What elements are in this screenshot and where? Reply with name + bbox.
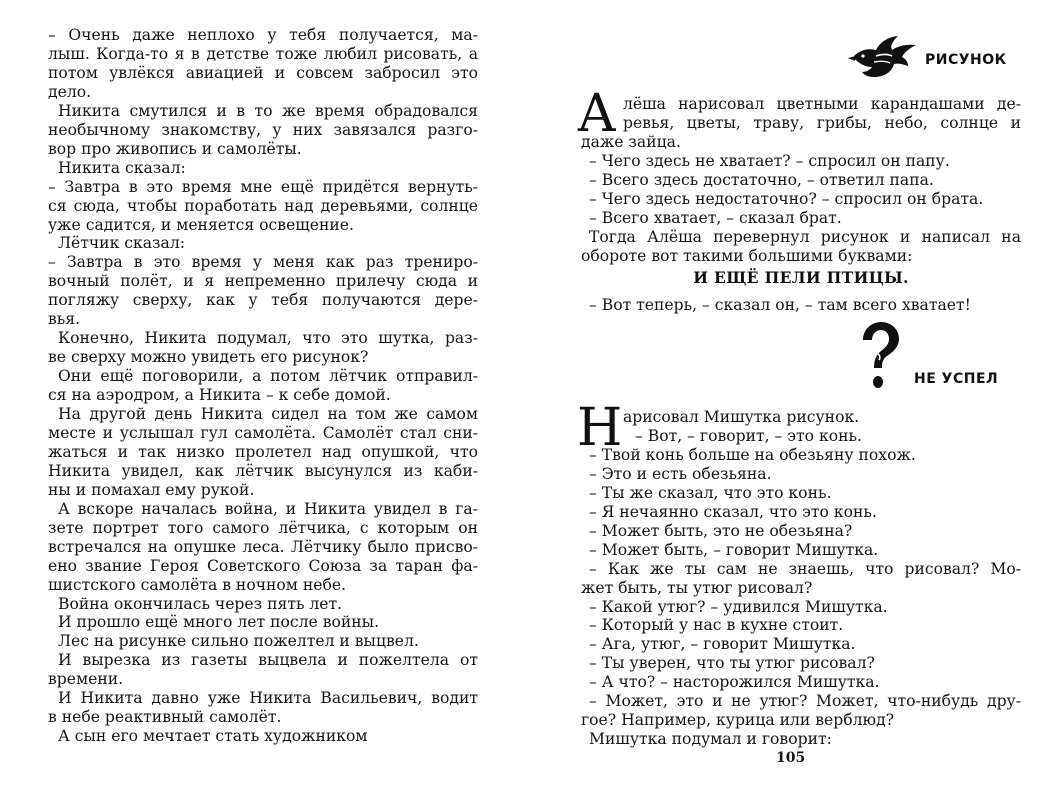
- story2-text-line: – Ага, утюг, – говорит Мишутка.: [589, 635, 856, 654]
- story2-text-line: – Может, это и не утюг? Может, что-нибудь дру-: [589, 692, 1021, 711]
- left-text-line: ве сверху можно увидеть его рисунок?: [48, 348, 369, 367]
- question-mark-icon: [857, 322, 901, 392]
- left-text-line: жаться и так низко пролетел над опушкой, что: [48, 442, 478, 461]
- story2-text-line: Мишутка подумал и говорит:: [589, 730, 832, 749]
- left-text-line: вор про живопись и самолёты.: [48, 139, 302, 158]
- left-text-line: шистского самолёта в ночном небе.: [48, 575, 347, 594]
- story1-text-line: – Чего здесь не хватает? – спросил он папу.: [589, 152, 950, 170]
- left-text-line: месте и услышал гул самолёта. Самолёт стал сни-: [48, 423, 478, 442]
- left-text-line: ся сюда, чтобы поработать над деревьями, солнце: [48, 196, 478, 215]
- left-text-line: в небе реактивный самолёт.: [48, 708, 282, 727]
- story1-text-line: Тогда Алёша перевернул рисунок и написал на: [589, 228, 1021, 246]
- dropcap-a: А: [577, 84, 617, 144]
- left-text-line: Лётчик сказал:: [58, 234, 186, 253]
- story1-text-line: даже зайца.: [581, 133, 681, 151]
- left-text-line: Конечно, Никита подумал, что это шутка, раз-: [58, 329, 478, 348]
- left-text-line: дело.: [48, 82, 92, 101]
- left-text-line: потом увлёкся авиацией и совсем забросил это: [48, 63, 478, 82]
- left-text-line: лыш. Когда-то я в детстве тоже любил рисовать, а: [48, 44, 478, 63]
- left-text-line: Никита увидел, как лётчик высунулся из каби-: [48, 461, 478, 480]
- left-text-line: И Никита давно уже Никита Васильевич, водит: [58, 689, 478, 708]
- story2-text-line: жет быть, ты утюг рисовал?: [581, 578, 813, 597]
- left-text-line: погляжу сверху, как у тебя получаются дере-: [48, 291, 478, 310]
- left-text-line: зете портрет того самого лётчика, с которым он: [48, 518, 478, 537]
- left-text-line: На другой день Никита сидел на том же самом: [58, 405, 478, 423]
- story1-text-line: – Чего здесь недостаточно? – спросил он брата.: [589, 190, 984, 208]
- left-text-line: – Завтра в это время мне ещё придётся вернуть-: [48, 177, 478, 196]
- story2-text-line: – Вот, – говорит, – это конь.: [635, 426, 862, 445]
- story2-text-line: – Твой конь больше на обезьяну похож.: [589, 445, 916, 464]
- story-title-not-in-time: НЕ УСПЕЛ: [914, 371, 999, 387]
- story1-text-line: лёша нарисовал цветными карандашами де-: [623, 95, 1021, 113]
- left-text-line: – Завтра в это время у меня как раз трениро-: [48, 253, 478, 272]
- left-text-line: необычному знакомству, у них завязался разго-: [48, 120, 478, 139]
- left-text-line: И прошло ещё много лет после войны.: [58, 613, 380, 632]
- left-text-line: Никита смутился и в то же время обрадовался: [58, 101, 478, 120]
- story1-text-line: – Всего хватает, – сказал брат.: [589, 209, 842, 227]
- story1-closing-line: – Вот теперь, – сказал он, – там всего хватает!: [589, 296, 971, 314]
- left-text-line: – Очень даже неплохо у тебя получается, ма-: [48, 26, 478, 44]
- story2-text-line: – Это и есть обезьяна.: [589, 464, 772, 483]
- story1-text-line: обороте вот такими большими буквами:: [581, 247, 913, 265]
- page-number: 105: [776, 750, 806, 766]
- story2-text-line: – Может быть, – говорит Мишутка.: [589, 540, 879, 559]
- story2-text-line: – Ты уверен, что ты утюг рисовал?: [589, 654, 875, 673]
- story2-text-line: – Какой утюг? – удивился Мишутка.: [589, 597, 888, 616]
- left-text-line: ено звание Героя Советского Союза за таран фа-: [48, 556, 478, 575]
- story2-text-line: – Ты же сказал, что это конь.: [589, 483, 832, 502]
- right-page: [523, 0, 1047, 800]
- left-text-line: Лес на рисунке сильно пожелтел и выцвел.: [58, 632, 419, 651]
- story2-text-line: – Который у нас в кухне стоит.: [589, 616, 844, 635]
- left-text-line: вья.: [48, 310, 81, 329]
- left-text-line: ны и помахал ему рукой.: [48, 480, 255, 499]
- left-text-line: вочный полёт, и я непременно прилечу сюда и: [48, 272, 478, 291]
- left-text-line: Они ещё поговорили, а потом лётчик отправил-: [58, 367, 478, 386]
- left-text-line: времени.: [48, 670, 124, 689]
- story2-text-line: гое? Например, курица или верблюд?: [581, 711, 895, 730]
- left-text-line: ся на аэродром, а Никита – к себе домой.: [48, 386, 391, 405]
- left-text-line: встречался на опушке леса. Лётчику было присво-: [48, 537, 478, 556]
- story1-text-line: – Всего здесь достаточно, – ответил папа.: [589, 171, 934, 189]
- story-title-drawing: РИСУНОК: [925, 52, 1007, 68]
- dropcap-n: Н: [577, 398, 623, 458]
- left-text-line: Война окончилась через пять лет.: [58, 594, 343, 613]
- bird-icon: [846, 34, 920, 80]
- left-text-line: уже садится, и меняется освещение.: [48, 215, 354, 234]
- left-text-line: А сын его мечтает стать художником: [58, 727, 368, 746]
- left-text-line: И вырезка из газеты выцвела и пожелтела от: [58, 651, 478, 670]
- story1-text-line: ревья, цветы, траву, грибы, небо, солнце и: [623, 114, 1021, 132]
- story2-text-line: – Может быть, это не обезьяна?: [589, 521, 853, 540]
- emphasis-line: И ЕЩЁ ПЕЛИ ПТИЦЫ.: [693, 268, 909, 287]
- story2-text-line: – А что? – насторожился Мишутка.: [589, 673, 880, 692]
- story2-text-line: – Как же ты сам не знаешь, что рисовал? Мо-: [589, 559, 1021, 578]
- left-page: [0, 0, 523, 800]
- story2-text-line: – Я нечаянно сказал, что это конь.: [589, 502, 877, 521]
- left-text-line: Никита сказал:: [58, 158, 186, 177]
- left-text-line: А вскоре началась война, и Никита увидел в га-: [58, 499, 478, 518]
- story2-text-line: арисовал Мишутка рисунок.: [623, 408, 860, 426]
